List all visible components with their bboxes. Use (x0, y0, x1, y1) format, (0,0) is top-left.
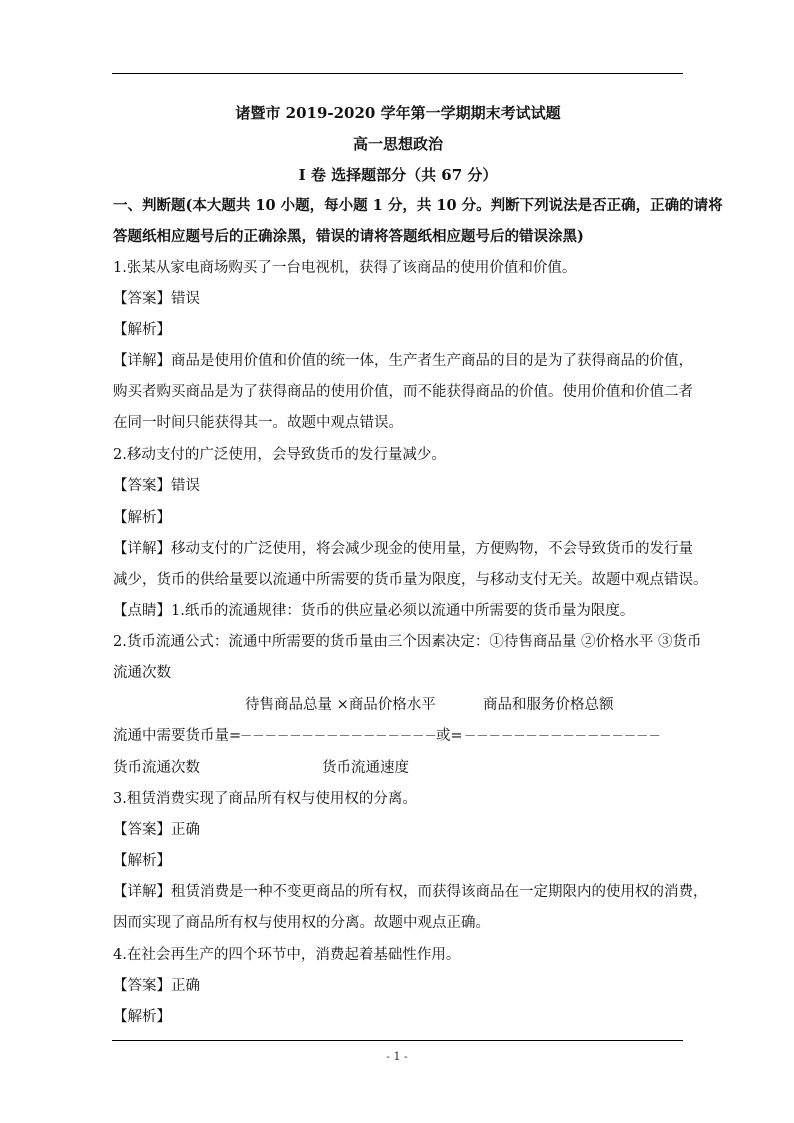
section-title: I 卷 选择题部分（共 67 分） (298, 166, 498, 184)
q1-detail-line3: 在同一时间只能获得其一。故题中观点错误。 (113, 415, 403, 431)
q2-analysis: 【解析】 (113, 510, 171, 526)
exam-title: 诸暨市 2019-2020 学年第一学期期末考试试题 (235, 104, 561, 122)
q3-analysis: 【解析】 (113, 853, 171, 869)
q3-answer: 【答案】正确 (113, 822, 200, 838)
q1-detail-line1: 【详解】商品是使用价值和价值的统一体，生产者生产商品的目的是为了获得商品的价值， (113, 353, 693, 369)
page-number: - 1 - (386, 1050, 408, 1063)
q4-question: 4.在社会再生产的四个环节中，消费起着基础性作用。 (113, 947, 461, 963)
q1-answer: 【答案】错误 (113, 291, 200, 307)
formula-fraction-bar-1: －－－－－－－－－－－－－－－－ (240, 729, 437, 743)
q3-detail-line1: 【详解】租赁消费是一种不变更商品的所有权，而获得该商品在一定期限内的使用权的消费， (113, 884, 708, 900)
q2-answer: 【答案】错误 (113, 478, 200, 494)
formula-numerator-1: 待售商品总量 ×商品价格水平 (245, 697, 436, 713)
formula-denominator-1: 货币流通次数 (113, 760, 200, 776)
part1-instruction-line1: 一、判断题(本大题共 10 小题，每小题 1 分，共 10 分。判断下列说法是否正确，正确的请将 (113, 197, 723, 214)
q4-analysis: 【解析】 (113, 1009, 171, 1025)
formula-numerator-2: 商品和服务价格总额 (483, 697, 614, 713)
q2-detail-line1: 【详解】移动支付的广泛使用，将会减少现金的使用量，方便购物，不会导致货币的发行量 (113, 541, 693, 557)
q2-question: 2.移动支付的广泛使用，会导致货币的发行量减少。 (113, 447, 446, 463)
formula-lhs: 流通中需要货币量= (113, 728, 242, 744)
q1-question: 1.张某从家电商场购买了一台电视机，获得了该商品的使用价值和价值。 (113, 260, 577, 276)
q4-answer: 【答案】正确 (113, 978, 200, 994)
q3-detail-line2: 因而实现了商品所有权与使用权的分离。故题中观点正确。 (113, 915, 490, 931)
header-rule (112, 73, 683, 74)
formula-fraction-bar-2: －－－－－－－－－－－－－－－－ (464, 729, 661, 743)
footer-rule (112, 1040, 683, 1041)
formula-denominator-2: 货币流通速度 (322, 760, 409, 776)
exam-subject: 高一思想政治 (352, 135, 443, 153)
q2-detail-line2: 减少，货币的供给量要以流通中所需要的货币量为限度，与移动支付无关。故题中观点错误。 (113, 572, 708, 588)
q2-tip-line3: 流通次数 (113, 665, 171, 681)
q2-tip-line2: 2.货币流通公式：流通中所需要的货币量由三个因素决定：①待售商品量 ②价格水平 ③货币 (113, 634, 702, 650)
formula-or: 或= (436, 728, 463, 744)
q2-tip-line1: 【点睛】1.纸币的流通规律：货币的供应量必须以流通中所需要的货币量为限度。 (113, 603, 635, 619)
q3-question: 3.租赁消费实现了商品所有权与使用权的分离。 (113, 791, 417, 807)
part1-instruction-line2: 答题纸相应题号后的正确涂黑，错误的请将答题纸相应题号后的错误涂黑) (113, 228, 584, 245)
q1-analysis: 【解析】 (113, 322, 171, 338)
q1-detail-line2: 购买者购买商品是为了获得商品的使用价值，而不能获得商品的价值。使用价值和价值二者 (113, 384, 693, 400)
